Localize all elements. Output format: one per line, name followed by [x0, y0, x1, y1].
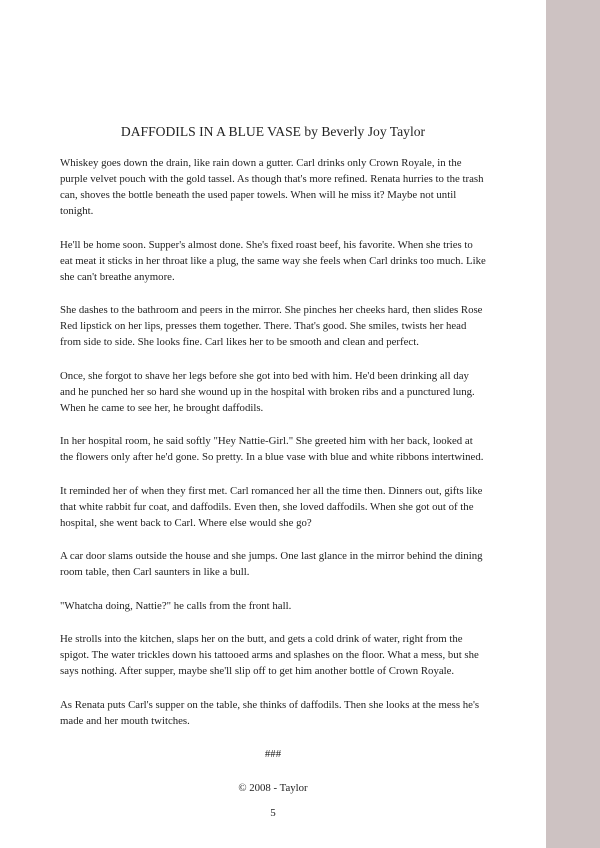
paragraph: He strolls into the kitchen, slaps her on the butt, and gets a cold drink of water, right from the spigot. The water trickles down his tattooed arms and splashes on the floor. What a mess, but she says nothing. After supper, maybe she'll slip off to get him another bottle of Crown Royale.: [60, 633, 479, 677]
side-margin-band: [546, 0, 600, 848]
paragraph: It reminded her of when they first met. Carl romanced her all the time then. Dinners out, gifts like that white rabbit fur coat, and daffodils. Even then, she loved daffodils. When she got out of the hospital, she went back to Carl. Where else would she go?: [60, 484, 483, 529]
page-number: 5: [270, 807, 276, 819]
paragraph: As Renata puts Carl's supper on the table, she thinks of daffodils. Then she looks at the mess he's made and her mouth twitches.: [60, 698, 480, 727]
section-separator: ###: [264, 748, 282, 760]
paragraph: He'll be home soon. Supper's almost done. She's fixed roast beef, his favorite. When she tries to eat meat it sticks in her throat like a plug, the same way she feels when Carl drinks too much. Like she can't breathe anymore.: [60, 238, 486, 283]
paragraph: Whiskey goes down the drain, like rain down a gutter. Carl drinks only Crown Royale, in the purple velvet pouch with the gold tassel. As though that's more refined. Renata hurries to the trash can, shoves the bottle beneath the used paper towels. When will he miss it? Maybe not until tonight.: [60, 157, 484, 217]
paragraph: In her hospital room, he said softly "Hey Nattie-Girl." She greeted him with her back, looked at the flowers only after he'd gone. So pretty. In a blue vase with blue and white ribbons intertwined.: [60, 435, 484, 463]
story-title: DAFFODILS IN A BLUE VASE by Beverly Joy Taylor: [120, 124, 426, 139]
paragraph: "Whatcha doing, Nattie?" he calls from the front hall.: [60, 599, 292, 612]
paragraph: A car door slams outside the house and she jumps. One last glance in the mirror behind the dining room table, then Carl saunters in like a bull.: [60, 550, 483, 578]
paragraph: She dashes to the bathroom and peers in the mirror. She pinches her cheeks hard, then slides Rose Red lipstick on her lips, presses them together. There. That's good. She smiles, twists her head from side to side. She looks fine. Carl likes her to be smooth and clean and perfect.: [60, 304, 483, 348]
story-body: [60, 155, 486, 813]
copyright-line: © 2008 - Taylor: [238, 781, 308, 794]
paragraph: Once, she forgot to shave her legs before she got into bed with him. He'd been drinking all day and he punched her so hard she wound up in the hospital with broken ribs and a punctured lung. When he came to see her, he brought daffodils.: [60, 369, 475, 414]
